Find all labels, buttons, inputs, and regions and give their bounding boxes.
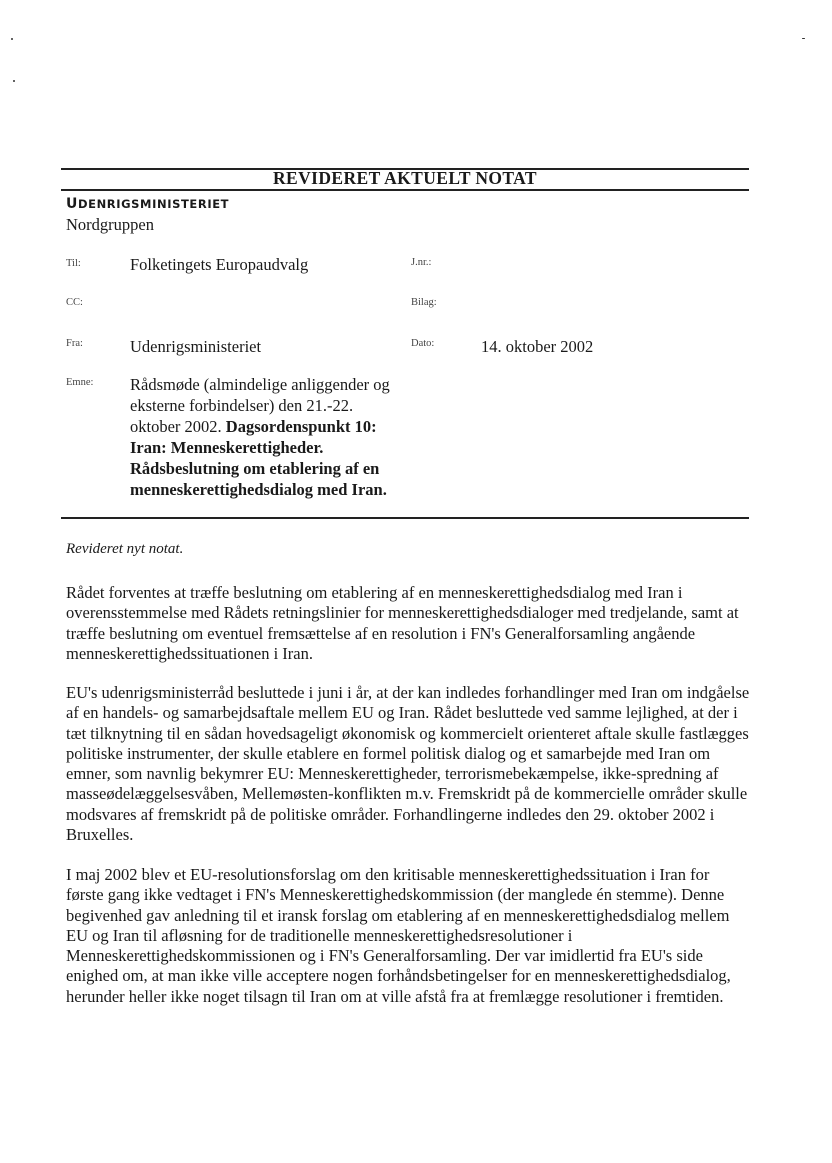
scan-speck — [802, 38, 805, 39]
dato-value: 14. oktober 2002 — [481, 337, 594, 356]
til-value: Folketingets Europaudvalg — [130, 255, 309, 274]
body-paragraph-2: EU's udenrigsministerråd besluttede i juni i år, at der kan indledes forhandlinger med Iran om indgåelse af en handels- og samarbejdsaftale mellem EU og Iran. Rådet besluttede ved samme lejlighed, at der i tæt tilknytning til en sådan hovedsageligt økonomisk og kommercielt orienteret aftale skulle fastlægges politiske instrumenter, der skulle etablere en formel politisk dialog og et samarbejde med Iran om emner, som navnlig bekymrer EU: Menneskerettigheder, terrorismebekæmpelse, ikke-spredning af masseødelæggelsesvåben, Mellemøsten-konflikten m.v. Fremskridt på de kommercielle områder skulle modsvares af fremskridt på de politiske områder. Forhandlingerne indledes den 29. oktober 2002 i Bruxelles. — [66, 683, 750, 845]
emne-label: Emne: — [66, 377, 94, 388]
subject-text — [130, 374, 405, 500]
scan-speck — [11, 38, 13, 40]
ministry-name — [66, 194, 229, 214]
til-label: Til: — [66, 258, 81, 269]
fra-label: Fra: — [66, 338, 83, 349]
subject-plain: Rådsmøde (almindelige anliggender og eksterne forbindelser) den 21.-22. oktober 2002. — [130, 375, 390, 436]
subject-bottom-rule — [61, 517, 749, 519]
ministry-rest: DENRIGSMINISTERIET — [77, 197, 230, 211]
header-bottom-rule — [61, 189, 749, 191]
ministry-initial: U — [66, 196, 78, 212]
dato-label: Dato: — [411, 338, 435, 349]
fra-value: Udenrigsministeriet — [130, 337, 262, 356]
body-paragraph-1: Rådet forventes at træffe beslutning om etablering af en menneskerettighedsdialog med Iran i overensstemmelse med Rådets retningslinier for menneskerettighedsdialoger med tredjelande, samt at træffe beslutning om eventuel fremsættelse af en resolution i FN's Generalforsamling angående menneskerettighedssituationen i Iran. — [66, 583, 739, 663]
scan-speck — [13, 80, 15, 82]
revised-note-label: Revideret nyt notat. — [66, 541, 184, 557]
document-title: REVIDERET AKTUELT NOTAT — [272, 168, 537, 188]
bilag-label: Bilag: — [411, 297, 437, 308]
jnr-label: J.nr.: — [411, 257, 432, 268]
body-paragraph-3: I maj 2002 blev et EU-resolutionsforslag om den kritisable menneskerettighedssituation i Iran for første gang ikke vedtaget i FN's Menneskerettighedskommission (der manglede én stemme). Denne begivenhed gav anledning til et iransk forslag om etablering af en menneskerettighedsdialog mellem EU og Iran til afløsning for de traditionelle menneskerettighedsresolutioner i Menneskerettighedskommissionen og i FN's Generalforsamling. Der var imidlertid fra EU's side enighed om, at man ikke ville acceptere nogen forhåndsbetingelser for en menneskerettighedsdialog, herunder heller ikke noget tilsagn til Iran om at ville afstå fra at fremlægge resolutioner i fremtiden. — [66, 865, 731, 1006]
cc-label: CC: — [66, 297, 83, 308]
department-name: Nordgruppen — [66, 215, 154, 234]
subject-bold: Dagsordenspunkt 10: Iran: Menneskerettigheder. Rådsbeslutning om etablering af en menneskerettighedsdialog med Iran. — [130, 417, 387, 499]
